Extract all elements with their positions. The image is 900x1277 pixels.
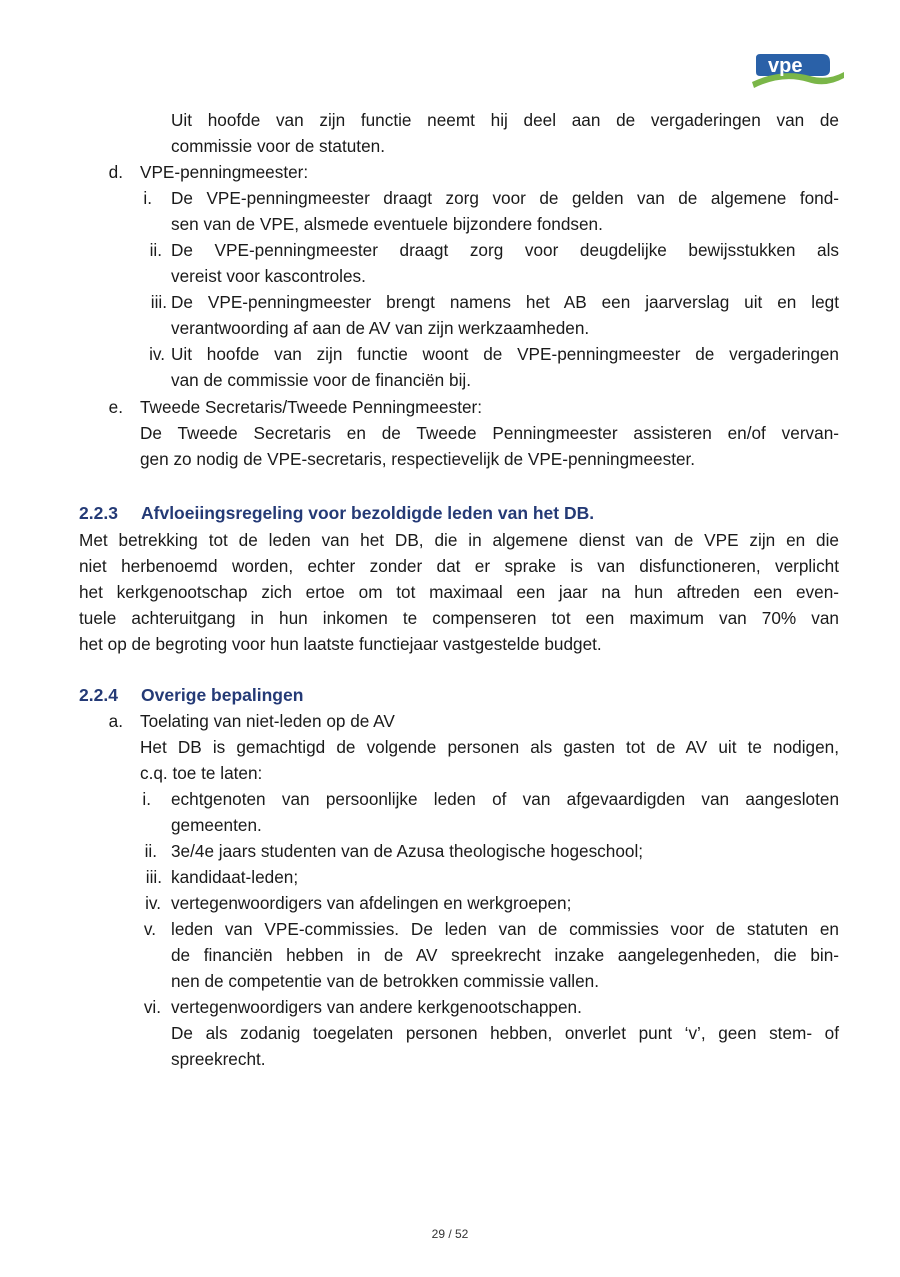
list-marker: v. (143, 919, 156, 939)
list-item-line: De als zodanig toegelaten personen hebben, onverlet punt ‘v’, geen stem- of (171, 1023, 839, 1043)
section-number: 2.2.4 (79, 685, 118, 705)
paragraph-line: tuele achteruitgang in hun inkomen te compenseren tot een maximum van 70% van (79, 608, 839, 628)
intro-line: Uit hoofde van zijn functie neemt hij deel aan de vergaderingen van de (171, 110, 839, 130)
paragraph-line: niet herbenoemd worden, echter zonder dat er sprake is van disfunctioneren, verplicht (79, 556, 839, 576)
list-marker: a. (108, 711, 123, 731)
list-marker: iv. (145, 893, 161, 913)
list-item-line: nen de competentie van de betrokken commissie vallen. (171, 971, 600, 991)
list-marker: i. (142, 789, 151, 809)
section-number: 2.2.3 (79, 503, 118, 523)
section-title: Afvloeiingsregeling voor bezoldigde leden van het DB. (141, 503, 595, 523)
section-heading-2-2-4 (79, 682, 303, 708)
list-item-line: vereist voor kascontroles. (171, 266, 366, 286)
list-item-line: De VPE-penningmeester brengt namens het AB een jaarverslag uit en legt (171, 292, 839, 312)
list-item-line: 3e/4e jaars studenten van de Azusa theologische hogeschool; (171, 841, 644, 861)
list-marker: ii. (149, 240, 162, 260)
list-marker: ii. (144, 841, 157, 861)
list-item-line: gen zo nodig de VPE-secretaris, respectievelijk de VPE-penningmeester. (140, 449, 696, 469)
list-item-line: De Tweede Secretaris en de Tweede Penningmeester assisteren en/of vervan- (140, 423, 839, 443)
list-item-line: vertegenwoordigers van afdelingen en werkgroepen; (171, 893, 572, 913)
list-item-line: c.q. toe te laten: (140, 763, 263, 783)
list-item-line: vertegenwoordigers van andere kerkgenootschappen. (171, 997, 582, 1017)
list-marker: e. (108, 397, 123, 417)
list-item-title: Toelating van niet-leden op de AV (140, 711, 395, 731)
list-item-line: kandidaat-leden; (171, 867, 299, 887)
list-item-line: leden van VPE-commissies. De leden van de commissies voor de statuten en (171, 919, 839, 939)
section-title: Overige bepalingen (141, 685, 304, 705)
list-marker: d. (108, 162, 123, 182)
list-item-line: sen van de VPE, alsmede eventuele bijzondere fondsen. (171, 214, 603, 234)
list-item-line: Het DB is gemachtigd de volgende personen als gasten tot de AV uit te nodigen, (140, 737, 839, 757)
page-number: 29 / 52 (431, 1227, 469, 1241)
vpe-logo (752, 48, 844, 92)
section-heading-2-2-3 (79, 500, 594, 526)
list-marker: i. (143, 188, 152, 208)
list-marker: vi. (143, 997, 161, 1017)
list-marker: iii. (145, 867, 162, 887)
list-marker: iii. (150, 292, 167, 312)
list-item-line: verantwoording af aan de AV van zijn werkzaamheden. (171, 318, 590, 338)
list-item-line: De VPE-penningmeester draagt zorg voor deugdelijke bewijsstukken als (171, 240, 839, 260)
list-item-line: Uit hoofde van zijn functie woont de VPE-penningmeester de vergaderingen (171, 344, 839, 364)
list-item-line: spreekrecht. (171, 1049, 266, 1069)
list-item-line: gemeenten. (171, 815, 262, 835)
paragraph-line: het kerkgenootschap zich ertoe om tot maximaal een jaar na hun aftreden een even- (79, 582, 839, 602)
list-item-line: De VPE-penningmeester draagt zorg voor de gelden van de algemene fond- (171, 188, 839, 208)
paragraph-line: Met betrekking tot de leden van het DB, die in algemene dienst van de VPE zijn en die (79, 530, 839, 550)
paragraph-line: het op de begroting voor hun laatste functiejaar vastgestelde budget. (79, 634, 602, 654)
list-item-line: echtgenoten van persoonlijke leden of van afgevaardigden van aangesloten (171, 789, 839, 809)
logo-text: vpe (768, 55, 803, 77)
list-marker: iv. (149, 344, 165, 364)
list-item-line: van de commissie voor de financiën bij. (171, 370, 471, 390)
intro-line: commissie voor de statuten. (171, 136, 385, 156)
paragraph-2-2-3 (79, 527, 839, 657)
list-item-title: VPE-penningmeester: (140, 162, 309, 182)
list-item-line: de financiën hebben in de AV spreekrecht inzake aangelegenheden, die bin- (171, 945, 839, 965)
list-item-title: Tweede Secretaris/Tweede Penningmeester: (140, 397, 483, 417)
